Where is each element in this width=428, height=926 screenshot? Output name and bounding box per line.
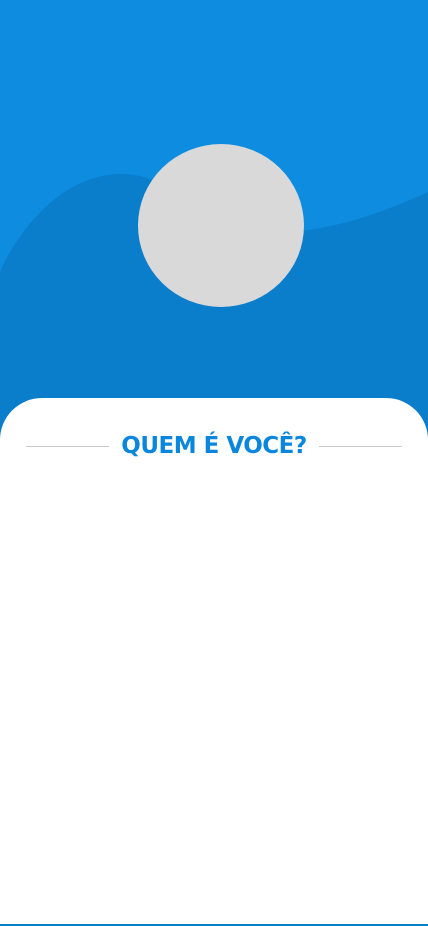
divider-left — [26, 446, 109, 447]
page-title: QUEM É VOCÊ? — [121, 433, 307, 459]
content-card — [0, 398, 428, 924]
divider-right — [319, 446, 402, 447]
avatar[interactable] — [138, 144, 304, 307]
section-heading-row — [26, 428, 402, 464]
